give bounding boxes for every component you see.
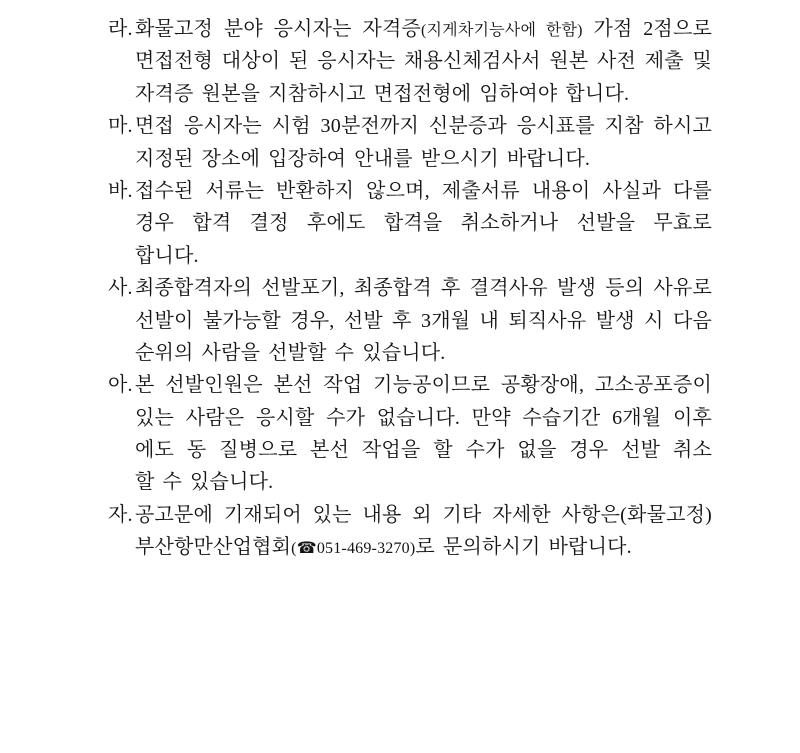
text-line [135, 78, 712, 110]
list-item [108, 13, 712, 110]
text-segment: 로 문의하시기 바랍니다. [415, 536, 632, 559]
text-line [135, 272, 712, 304]
text-segment: 부산항만산업협회 [135, 536, 292, 559]
text-segment: 있는 사람은 응시할 수가 없습니다. 만약 수습기간 6개월 이후 [135, 406, 712, 429]
text-segment: 최종합격자의 선발포기, 최종합격 후 결격사유 발생 등의 사유로 [135, 277, 712, 300]
item-marker: 라. [108, 18, 133, 40]
text-line [135, 207, 712, 239]
text-segment: 가점 2점으로 [582, 18, 712, 40]
list-item [108, 499, 712, 564]
text-line [135, 45, 712, 77]
item-lines [135, 272, 712, 369]
text-segment: 지정된 장소에 입장하여 안내를 받으시기 바랍니다. [135, 147, 591, 170]
item-marker: 마. [108, 115, 133, 138]
item-marker: 바. [108, 179, 133, 202]
text-line [135, 499, 712, 531]
phone-number-segment: (☎051-469-3270) [291, 540, 416, 558]
text-segment: 본 선발인원은 본선 작업 기능공이므로 공황장애, 고소공포증이 [135, 374, 712, 397]
list-item [108, 369, 712, 499]
list-item [108, 175, 712, 272]
item-lines [135, 13, 712, 110]
text-line [135, 305, 712, 337]
item-lines [135, 499, 712, 564]
text-segment: 공고문에 기재되어 있는 내용 외 기타 자세한 사항은(화물고정) [135, 503, 712, 526]
text-line [135, 434, 712, 466]
text-line [135, 143, 712, 175]
text-line [135, 240, 712, 272]
text-line [135, 175, 712, 207]
text-segment: 합니다. [135, 244, 199, 267]
document-body [108, 13, 712, 564]
item-marker: 자. [108, 503, 133, 526]
text-segment: 자격증 원본을 지참하시고 면접전형에 임하여야 합니다. [135, 82, 630, 105]
text-line [135, 531, 712, 563]
text-segment: 화물고정 분야 응시자는 자격증 [135, 18, 421, 40]
text-segment: 면접전형 대상이 된 응시자는 채용신체검사서 원본 사전 제출 및 [135, 50, 712, 73]
text-line [135, 337, 712, 369]
text-line [135, 466, 712, 498]
item-lines [135, 110, 712, 175]
text-segment: 접수된 서류는 반환하지 않으며, 제출서류 내용이 사실과 다를 [135, 179, 712, 202]
text-segment: 할 수 있습니다. [135, 471, 274, 494]
text-segment: (지게차기능사에 한함) [421, 22, 583, 39]
text-segment: 순위의 사람을 선발할 수 있습니다. [135, 341, 446, 364]
text-line [135, 402, 712, 434]
item-lines [135, 175, 712, 272]
text-line [135, 369, 712, 401]
item-lines [135, 369, 712, 499]
list-item [108, 272, 712, 369]
text-segment: 면접 응시자는 시험 30분전까지 신분증과 응시표를 지참 하시고 [135, 115, 712, 138]
list-item [108, 110, 712, 175]
text-line [135, 110, 712, 142]
text-segment: 에도 동 질병으로 본선 작업을 할 수가 없을 경우 선발 취소 [135, 439, 712, 462]
text-segment: 선발이 불가능할 경우, 선발 후 3개월 내 퇴직사유 발생 시 다음 [135, 309, 712, 332]
text-line [135, 13, 712, 45]
item-marker: 아. [108, 374, 133, 397]
text-segment: 경우 합격 결정 후에도 합격을 취소하거나 선발을 무효로 [135, 212, 712, 235]
item-marker: 사. [108, 277, 133, 300]
